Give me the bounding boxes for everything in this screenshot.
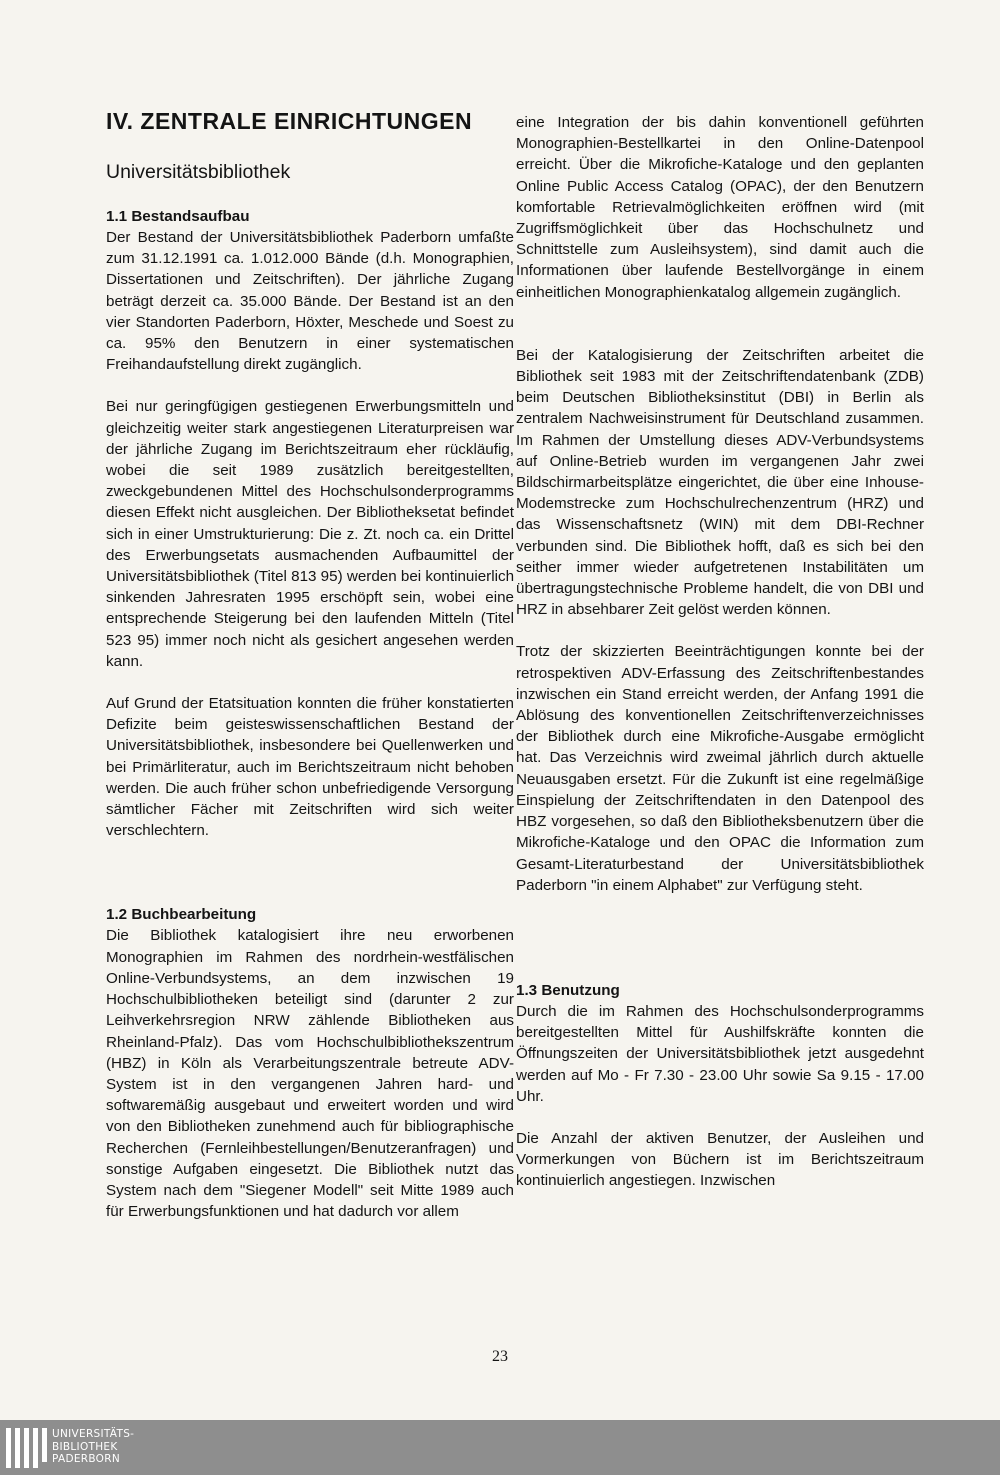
library-logo-text bbox=[52, 1428, 134, 1466]
left-column bbox=[106, 108, 514, 1222]
library-footer-bar bbox=[0, 1420, 1000, 1475]
logo-line: PADERBORN bbox=[52, 1453, 120, 1465]
paragraph: Auf Grund der Etatsituation konnten die früher konstatierten Defizite beim geisteswissenschaftlichen Bestand der Universitätsbibliothek, insbesondere bei Quellenwerken und bei Primärliteratur, auch im Berichtszeitraum nicht behoben werden. Die auch früher schon unbefriedigende Versorgung sämtlicher Fächer mit Zeitschriften wird sich weiter verschlechtern. bbox=[106, 695, 514, 840]
logo-line: BIBLIOTHEK bbox=[52, 1440, 118, 1453]
logo-line: UNIVERSITÄTS- bbox=[52, 1428, 135, 1440]
subtitle: Universitätsbibliothek bbox=[106, 161, 291, 183]
paragraph: Die Anzahl der aktiven Benutzer, der Ausleihen und Vormerkungen von Büchern ist im Berichtszeitraum kontinuierlich angestiegen. Inzwischen bbox=[516, 1129, 924, 1190]
paragraph: Die Bibliothek katalogisiert ihre neu erworbenen Monographien im Rahmen des nordrhein-westfälischen Online-Verbundsystems, an dem inzwischen 19 Hochschulbibliotheken beteiligt sind (darunter 2 zur Leihverkehrsregion NRW zählende Bibliotheken aus Rheinland-Pfalz). Das vom Hochschulbibliothekszentrum (HBZ) in Köln als Verarbeitungszentrale betreute ADV-System ist in den vergangenen Jahren hard- und softwaremäßig ausgebaut und erweitert worden und wird von den Bibliotheken zunehmend auch für bibliographische Recherchen (Fernleihbestellungen/Benutzeranfragen) und sonstige Aufgaben eingesetzt. Die Bibliothek nutzt das System nach dem "Siegener Modell" seit Mitte 1989 auch für Erwerbungsfunktionen und hat dadurch vor allem bbox=[106, 927, 514, 1221]
paragraph: Bei nur geringfügigen gestiegenen Erwerbungsmitteln und gleichzeitig weiter stark angestiegenen Literaturpreisen war der jährliche Zugang im Berichtszeitraum eher rückläufig, wobei die seit 1989 zusätzlich bereitgestellten, zweckgebundenen Mittel des Hochschulsonderprogramms diesen Effekt nicht ausgleichen. Der Bibliotheksetat befindet sich in einer Umstrukturierung: Die z. Zt. noch ca. ein Drittel des Erwerbungsetats ausmachenden Aufbaumittel der Universitätsbibliothek (Titel 813 95) werden bei kontinuierlich sinkenden Jahresraten 1995 erschöpft sein, wobei eine entsprechende Steigerung bei den laufenden Mitteln (Titel 523 95) immer noch nicht als gesichert angesehen werden kann. bbox=[106, 398, 515, 670]
section-heading-buchbearbeitung: 1.2 Buchbearbeitung bbox=[106, 906, 257, 924]
paragraph: Bei der Katalogisierung der Zeitschriften arbeitet die Bibliothek seit 1983 mit der Zeitschriftendatenbank (ZDB) beim Deutschen Bibliotheksinstitut (DBI) in Berlin als zentralem Nachweisinstrument für Deutschland zusammen. Im Rahmen der Umstellung dieses ADV-Verbundsystems auf Online-Betrieb wurden im vergangenen Jahr zwei Bildschirmarbeitsplätze eingerichtet, die über eine Inhouse-Modemstrecke zum Hochschulrechenzentrum (HRZ) und das Wissenschaftsnetz (WIN) mit dem DBI-Rechner verbunden sind. Die Bibliothek hofft, daß es sich bei den seither immer wieder aufgetretenen Instabilitäten um übertragungstechnische Probleme handelt, die von DBI und HRZ in absehbarer Zeit gelöst werden können. bbox=[516, 346, 924, 619]
library-logo-icon bbox=[6, 1428, 50, 1468]
paragraph: eine Integration der bis dahin konventionell geführten Monographien-Bestellkartei in den Online-Datenpool erreicht. Über die Mikrofiche-Kataloge und den geplanten Online Public Access Catalog (OPAC), der den Benutzern komfortable Retrievalmöglichkeiten eröffnen wird (mit Zugriffsmöglichkeit über das Hochschulnetz und Schnittstelle zum Ausleihsystem), sind damit auch die Informationen über laufende Bestellvorgänge in einem einheitlichen Monographienkatalog allgemein zugänglich. bbox=[516, 114, 924, 301]
paragraph: Der Bestand der Universitätsbibliothek Paderborn umfaßte zum 31.12.1991 ca. 1.012.000 Bände (d.h. Monographien, Dissertationen und Zeitschriften). Der jährliche Zugang beträgt derzeit ca. 35.000 Bände. Der Bestand ist an den vier Standorten Paderborn, Höxter, Meschede und Soest zu ca. 95% den Benutzern in einer systematischen Freihandaufstellung direkt zugänglich. bbox=[106, 229, 514, 374]
right-column bbox=[516, 112, 924, 1192]
paragraph: Durch die im Rahmen des Hochschulsonderprogramms bereitgestellten Mittel für Aushilfskräfte konnten die Öffnungszeiten der Universitätsbibliothek jetzt ausgedehnt werden auf Mo - Fr 7.30 - 23.00 Uhr sowie Sa 9.15 - 17.00 Uhr. bbox=[516, 1002, 924, 1105]
section-heading-benutzung: 1.3 Benutzung bbox=[516, 981, 620, 999]
paragraph: Trotz der skizzierten Beeinträchtigungen konnte bei der retrospektiven ADV-Erfassung des Zeitschriftenbestandes inzwischen ein Stand erreicht werden, der Anfang 1991 die Ablösung des konventionellen Zeitschriftenverzeichnisses der Bibliothek durch eine Mikrofiche-Ausgabe ermöglicht hat. Das Verzeichnis wird zweimal jährlich durch aktuelle Neuausgaben ersetzt. Für die Zukunft ist eine regelmäßige Einspielung der Zeitschriftendaten in den Datenpool des HBZ vorgesehen, so daß den Bibliotheksbenutzern über die Mikrofiche-Kataloge und den OPAC die Information zum Gesamt-Literaturbestand der Universitätsbibliothek Paderborn "in einem Alphabet" zur Verfügung steht. bbox=[516, 643, 924, 894]
chapter-title: IV. ZENTRALE EINRICHTUNGEN bbox=[106, 108, 473, 134]
page-number: 23 bbox=[492, 1348, 508, 1365]
section-heading-bestandsaufbau: 1.1 Bestandsaufbau bbox=[106, 208, 250, 225]
